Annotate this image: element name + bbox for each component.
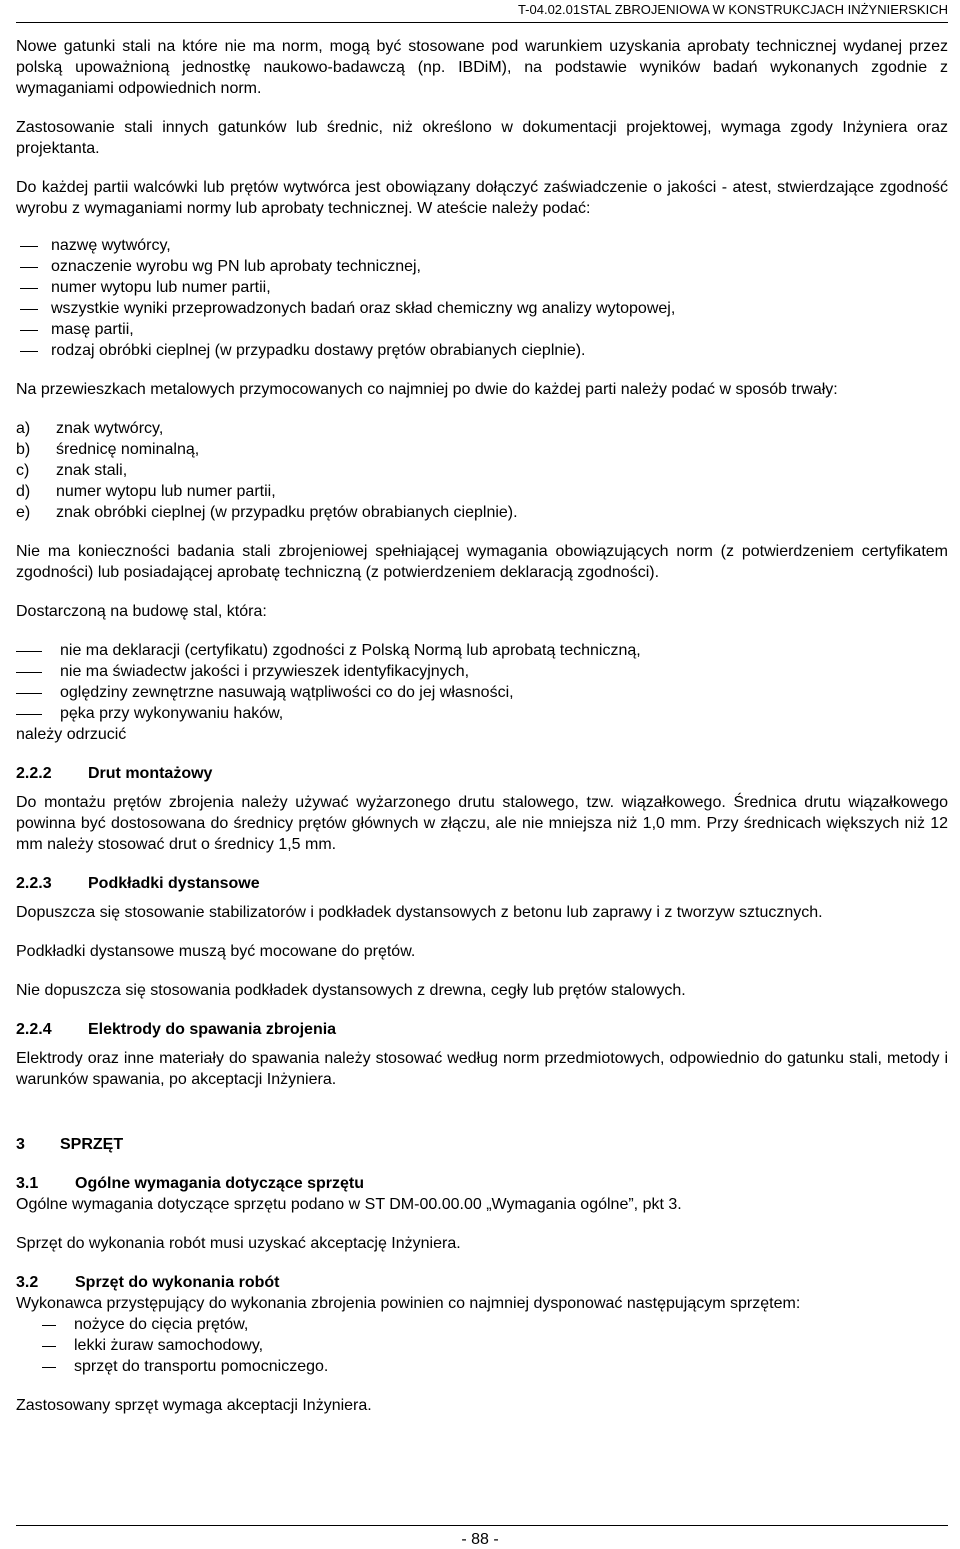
section-body: Podkładki dystansowe muszą być mocowane do prętów. [16,943,416,960]
paragraph-no-testing: Nie ma konieczności badania stali zbrojeniowej spełniającej wymagania obowiązujących norm (z potwierdzeniem certyfikatem zgodności) lub posiadającej aprobatę techniczną (z potwierdzeniem deklaracją zgodności). [16,543,948,581]
section-body: Sprzęt do wykonania robót musi uzyskać akceptację Inżyniera. [16,1235,461,1252]
paragraph-reject: należy odrzucić [16,726,127,743]
list-item: b) średnicę nominalną, [16,441,200,458]
page-number: - 88 - [461,1531,499,1548]
list-item: oznaczenie wyrobu wg PN lub aprobaty technicznej, [16,256,948,277]
certificate-items-list [16,235,948,361]
list-item: sprzęt do transportu pomocniczego. [16,1356,948,1377]
list-item: e) znak obróbki cieplnej (w przypadku prętów obrabianych cieplnie). [16,504,518,521]
rejection-criteria-list [16,640,948,724]
section-body: Nie dopuszcza się stosowania podkładek dystansowych z drewna, cegły lub prętów stalowych. [16,982,686,999]
list-item: oględziny zewnętrzne nasuwają wątpliwości co do jej własności, [16,682,948,703]
paragraph-other-grades: Zastosowanie stali innych gatunków lub średnic, niż określono w dokumentacji projektowej, wymaga zgody Inżyniera oraz projektanta. [16,119,948,157]
paragraph-delivered-steel: Dostarczoną na budowę stal, która: [16,603,267,620]
section-body: Dopuszcza się stosowanie stabilizatorów i podkładek dystansowych z betonu lub zaprawy i z tworzyw sztucznych. [16,904,823,921]
header-rule [16,22,948,23]
list-item: lekki żuraw samochodowy, [16,1335,948,1356]
list-item: rodzaj obróbki cieplnej (w przypadku dostawy prętów obrabianych cieplnie). [16,340,948,361]
list-item: pęka przy wykonywaniu haków, [16,703,948,724]
section-body: Wykonawca przystępujący do wykonania zbrojenia powinien co najmniej dysponować następującym sprzętem: [16,1295,801,1312]
section-heading-3: 3 SPRZĘT [16,1136,124,1153]
section-heading-2-2-2: 2.2.2 Drut montażowy [16,765,213,782]
list-item: c) znak stali, [16,462,128,479]
section-body: Do montażu prętów zbrojenia należy używać wyżarzonego drutu stalowego, tzw. wiązałkowego. Średnica drutu wiązałkowego powinna być dostosowana do średnicy prętów głównych w złączu, ale nie mniejsza niż 1,0 mm. Przy średnicach większych niż 12 mm należy stosować drut o średnicy 1,5 mm. [16,794,948,853]
section-heading-2-2-3: 2.2.3 Podkładki dystansowe [16,875,260,892]
section-body: Zastosowany sprzęt wymaga akceptacji Inżyniera. [16,1397,372,1414]
running-header: T-04.02.01STAL ZBROJENIOWA W KONSTRUKCJACH INŻYNIERSKICH [517,2,948,17]
list-item: numer wytopu lub numer partii, [16,277,948,298]
footer-rule [16,1525,948,1526]
list-item: a) znak wytwórcy, [16,420,164,437]
list-item: nie ma świadectw jakości i przywieszek identyfikacyjnych, [16,661,948,682]
section-heading-2-2-4: 2.2.4 Elektrody do spawania zbrojenia [16,1021,337,1038]
section-body: Ogólne wymagania dotyczące sprzętu podano w ST DM-00.00.00 „Wymagania ogólne”, pkt 3. [16,1196,682,1213]
section-heading-3-1: 3.1 Ogólne wymagania dotyczące sprzętu [16,1175,364,1192]
section-heading-3-2: 3.2 Sprzęt do wykonania robót [16,1274,280,1291]
list-item: nożyce do cięcia prętów, [16,1314,948,1335]
document-body [16,36,948,1416]
list-item: wszystkie wyniki przeprowadzonych badań oraz skład chemiczny wg analizy wytopowej, [16,298,948,319]
paragraph-certificate: Do każdej partii walcówki lub prętów wytwórca jest obowiązany dołączyć zaświadczenie o jakości - atest, stwierdzające zgodność wyrobu z wymaganiami normy lub aprobaty technicznej. W ateście należy podać: [16,179,948,217]
tag-items-list [16,418,948,523]
list-item: d) numer wytopu lub numer partii, [16,483,276,500]
paragraph-tags: Na przewieszkach metalowych przymocowanych co najmniej po dwie do każdej parti należy podać w sposób trwały: [16,381,838,398]
paragraph-new-steel-grades: Nowe gatunki stali na które nie ma norm, mogą być stosowane pod warunkiem uzyskania aprobaty technicznej wydanej przez polską upoważnioną jednostkę naukowo-badawczą (np. IBDiM), na podstawie wyników badań wykonanych zgodnie z wymaganiami odpowiednich norm. [16,38,948,97]
equipment-list [16,1314,948,1377]
list-item: nie ma deklaracji (certyfikatu) zgodności z Polską Normą lub aprobatą techniczną, [16,640,948,661]
list-item: nazwę wytwórcy, [16,235,948,256]
list-item: masę partii, [16,319,948,340]
section-body: Elektrody oraz inne materiały do spawania należy stosować według norm przedmiotowych, odpowiednio do gatunku stali, metody i warunków spawania, po akceptacji Inżyniera. [16,1050,948,1088]
